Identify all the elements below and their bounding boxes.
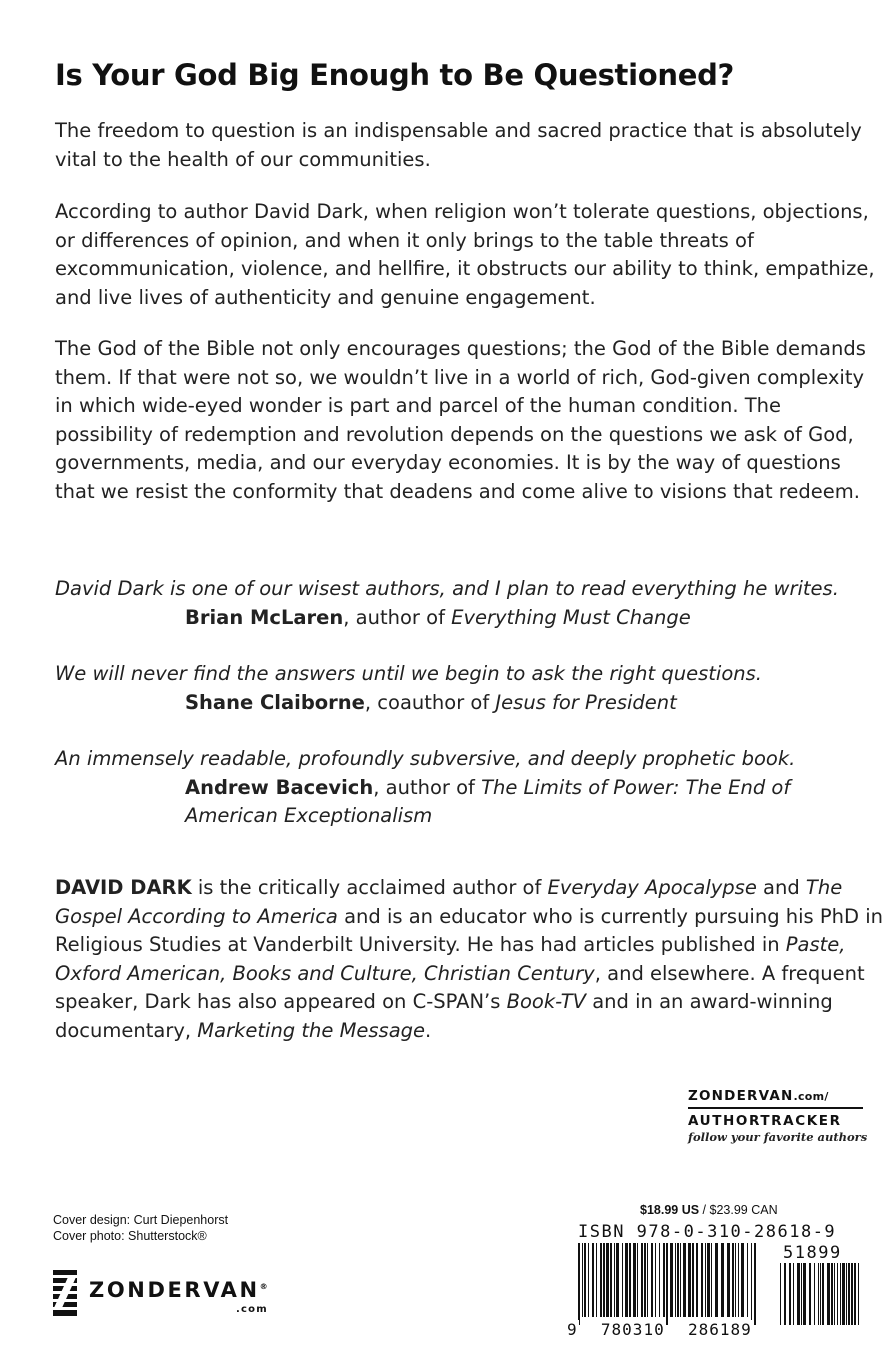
endorser-role: , coauthor of	[364, 690, 496, 714]
barcode-bar	[584, 1243, 586, 1317]
barcode-bar	[858, 1263, 859, 1325]
barcode-bar	[809, 1263, 811, 1325]
endorser-book: The Limits of Power: The End of American Exceptionalism	[185, 775, 791, 827]
barcode-bar	[803, 1263, 806, 1325]
bio-text: .	[425, 1018, 432, 1042]
endorser-role: , author of	[373, 775, 482, 799]
barcode-bar	[670, 1243, 673, 1317]
authortracker-logo	[688, 1088, 868, 1144]
tracker-line-1: ZONDERVAN.com/	[688, 1088, 863, 1109]
barcode-bar	[797, 1263, 800, 1325]
barcode-bar	[814, 1263, 815, 1325]
paragraph-1: The freedom to question is an indispensable and sacred practice that is absolutely vital to the health of our communities.	[55, 119, 862, 171]
barcode-bar	[655, 1243, 656, 1317]
bio-text: , and elsewhere. A frequent speaker, Dark has also appeared on C-SPAN’s	[55, 961, 865, 1013]
bio-text: and in an award-winning documentary,	[55, 990, 833, 1042]
endorsement-attribution	[185, 689, 885, 718]
barcode-bar	[629, 1243, 631, 1317]
barcode-bar	[834, 1263, 835, 1325]
barcode-bar	[578, 1243, 580, 1325]
barcode-bar	[747, 1243, 748, 1317]
barcode-bar	[754, 1243, 756, 1325]
bio-text: and	[756, 876, 806, 899]
barcode-bar	[842, 1263, 845, 1325]
barcode-bar	[592, 1243, 594, 1317]
price-us: $18.99 US	[640, 1203, 700, 1217]
barcode-bar	[651, 1243, 653, 1317]
endorsement-quote: David Dark is one of our wisest authors, and I plan to read everything he writes.	[55, 577, 839, 600]
barcode-bar	[820, 1263, 821, 1325]
barcode-bar	[625, 1243, 628, 1317]
barcode-bar	[603, 1243, 605, 1317]
bio-publication-list: Paste, Oxford American, Books and Culture, Christian Century	[55, 933, 846, 985]
barcode-bar	[827, 1263, 830, 1325]
barcode-bar	[751, 1243, 752, 1325]
page-title: Is Your God Big Enough to Be Questioned?	[55, 58, 735, 92]
publisher-mark-icon	[53, 1270, 77, 1316]
barcode-bar	[822, 1263, 824, 1325]
bio-book-title: The Gospel According to America	[55, 876, 843, 928]
barcode-bar	[622, 1243, 623, 1317]
bio-text: is the critically acclaimed author of	[191, 876, 548, 899]
barcode-bar	[641, 1243, 643, 1317]
barcode-bar	[851, 1263, 853, 1325]
barcode-bar	[644, 1243, 646, 1317]
barcode-bar	[588, 1243, 589, 1317]
publisher-logo	[53, 1270, 313, 1320]
barcode-bar	[727, 1243, 730, 1317]
barcode-bar	[711, 1243, 712, 1317]
barcode-bar	[705, 1243, 706, 1317]
tracker-line-2: AUTHORTRACKER	[688, 1113, 842, 1129]
barcode-bar	[616, 1243, 619, 1317]
endorsement-1	[55, 575, 885, 632]
paragraph-2: According to author David Dark, when religion won’t tolerate questions, objections, or differences of opinion, and when it only brings to the table threats of excommunication, violence, and hellfire, it obstructs our ability to think, empathize, and live lives of authenticity and genuine engagement.	[55, 200, 875, 309]
paragraph-3: The God of the Bible not only encourages questions; the God of the Bible demands them. If that were not so, we wouldn’t live in a world of rich, God-given complexity in which wide-eyed wonder is part and parcel of the human condition. The possibility of redemption and revolution depends on the questions we ask of God, governments, media, and our everyday economies. It is by the way of questions that we resist the conformity that deadens and come alive to visions that redeem.	[55, 337, 866, 503]
endorser-name: Andrew Bacevich	[185, 775, 374, 799]
price-can: $23.99 CAN	[709, 1203, 778, 1217]
price-label: $18.99 US / $23.99 CAN	[640, 1203, 778, 1217]
barcode-bar	[701, 1243, 703, 1317]
barcode-bar	[683, 1243, 686, 1317]
barcode-bar	[784, 1263, 786, 1325]
barcode-bar	[735, 1243, 736, 1317]
barcode-bar	[666, 1243, 668, 1325]
barcode-bar	[837, 1263, 838, 1325]
barcode-bar	[600, 1243, 602, 1317]
endorser-book: Jesus for President	[495, 690, 677, 714]
endorsement-3	[55, 745, 885, 831]
barcode-bar	[789, 1263, 791, 1325]
cover-photo-credit: Cover photo: Shutterstock®	[53, 1229, 207, 1243]
barcode-bar	[688, 1243, 691, 1317]
cover-credits	[53, 1212, 228, 1244]
endorsement-quote: An immensely readable, profoundly subversive, and deeply prophetic book.	[55, 747, 796, 770]
barcode-bar	[831, 1263, 833, 1325]
endorser-name: Shane Claiborne	[185, 690, 365, 714]
barcode-bar	[582, 1243, 583, 1317]
author-bio	[55, 874, 885, 1045]
barcode-bar	[610, 1243, 612, 1317]
author-name: DAVID DARK	[55, 876, 192, 899]
barcode-bar	[692, 1243, 694, 1317]
bio-text: and is an educator who is currently pursuing his PhD in Religious Studies at Vanderbilt University. He has had articles published in	[55, 904, 884, 956]
barcode-bar	[801, 1263, 802, 1325]
barcode-bar	[659, 1243, 660, 1317]
bio-book-title: Everyday Apocalypse	[547, 876, 757, 899]
barcode-bar	[780, 1263, 781, 1325]
cover-design-credit: Cover design: Curt Diepenhorst	[53, 1213, 229, 1227]
isbn-label: ISBN 978-0-310-28618-9	[578, 1222, 837, 1242]
barcode-bar	[663, 1243, 665, 1317]
endorser-book: Everything Must Change	[451, 605, 691, 629]
endorsement-attribution	[185, 604, 885, 633]
endorsement-quote: We will never find the answers until we begin to ask the right questions.	[55, 662, 762, 685]
barcode-bar	[846, 1263, 847, 1325]
bio-film-title: Marketing the Message	[197, 1018, 426, 1042]
barcode-bar	[707, 1243, 710, 1317]
publisher-name: ZONDERVAN®	[89, 1278, 268, 1302]
barcode-bar	[854, 1263, 856, 1325]
barcode-bar	[596, 1243, 597, 1317]
barcode-bar	[647, 1243, 648, 1317]
barcode-bar	[840, 1263, 841, 1325]
barcode-bar	[738, 1243, 739, 1317]
barcode-bar	[637, 1243, 638, 1317]
barcode-bar	[614, 1243, 615, 1317]
barcode-bar	[721, 1243, 724, 1317]
publisher-domain: .com	[236, 1304, 268, 1315]
tracker-tagline: follow your favorite authors	[688, 1130, 868, 1144]
endorsement-2	[55, 660, 885, 717]
barcode-bar	[793, 1263, 794, 1325]
bio-show-title: Book-TV	[506, 990, 587, 1013]
barcode-bar	[848, 1263, 850, 1325]
barcode-bar	[732, 1243, 734, 1317]
barcode-digits: 9 780310 286189	[567, 1320, 752, 1339]
barcode-bar	[715, 1243, 718, 1317]
barcode-bar	[818, 1263, 819, 1325]
endorser-role: , author of	[343, 605, 452, 629]
endorsement-attribution	[185, 774, 825, 831]
barcode-bar	[696, 1243, 698, 1317]
barcode-bar	[606, 1243, 609, 1317]
barcode-bar	[680, 1243, 681, 1317]
price-code: 51899	[783, 1243, 842, 1263]
barcode-bar	[675, 1243, 676, 1317]
endorser-name: Brian McLaren	[185, 605, 344, 629]
barcode-bar	[677, 1243, 679, 1317]
barcode-bar	[633, 1243, 636, 1317]
barcode-bar	[741, 1243, 744, 1317]
